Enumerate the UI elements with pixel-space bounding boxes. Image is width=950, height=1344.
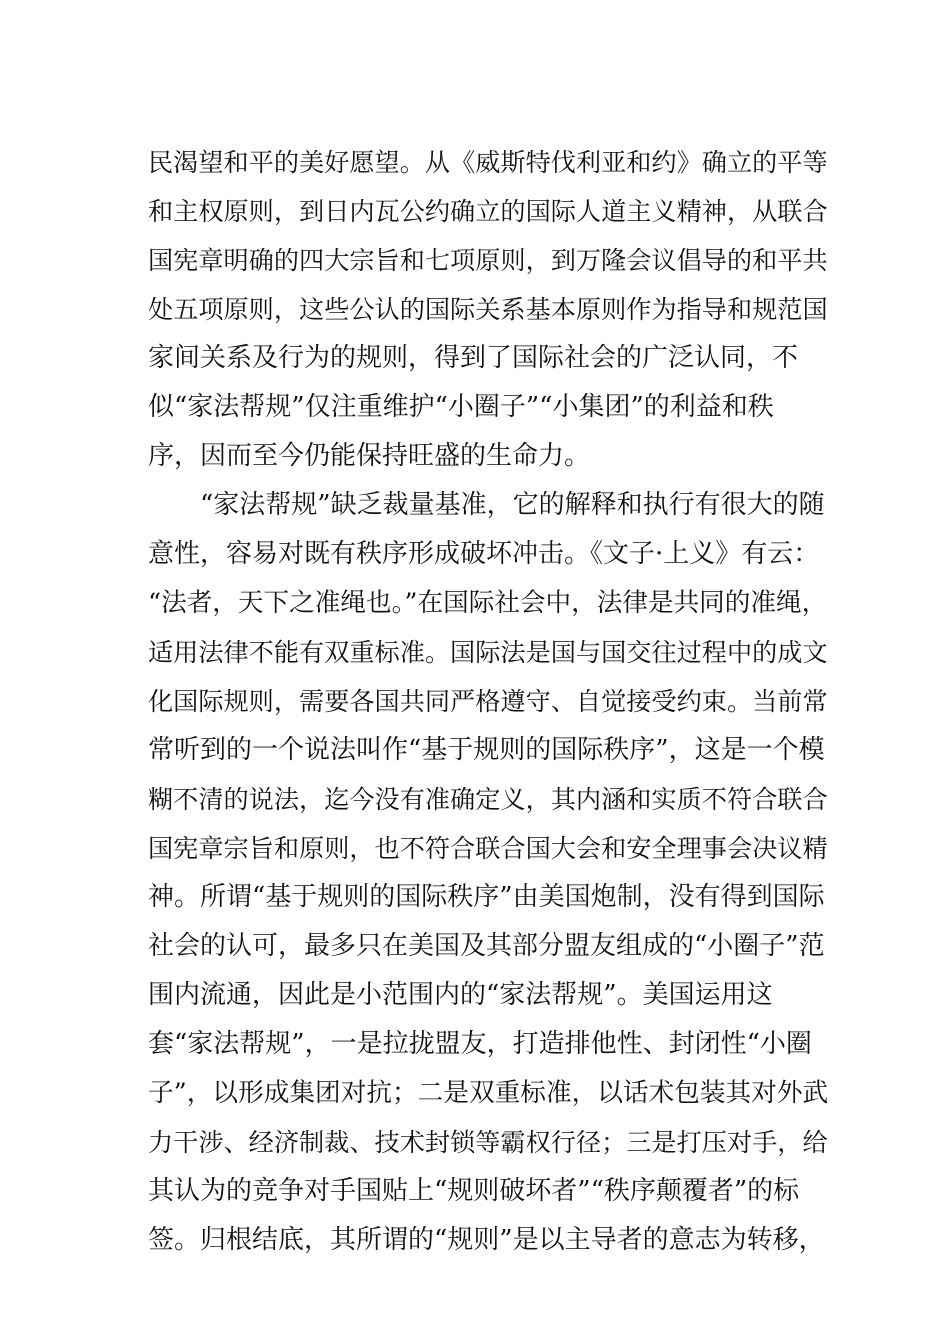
text-line: “家法帮规”缺乏裁量基准，它的解释和执行有很大的随	[148, 490, 825, 520]
text-line: 家间关系及行为的规则，得到了国际社会的广泛认同，不	[148, 343, 799, 373]
text-line: 序，因而至今仍能保持旺盛的生命力。	[148, 441, 591, 471]
text-line: 处五项原则，这些公认的国际关系基本原则作为指导和规范国	[148, 295, 828, 324]
text-line: 糊不清的说法，迄今没有准确定义，其内涵和实质不符合联合	[148, 785, 828, 814]
text-line: 力干涉、经济制裁、技术封锁等霸权行径；三是打压对手，给	[148, 1128, 828, 1157]
text-line: 其认为的竞争对手国贴上“规则破坏者”“秩序颠覆者”的标	[148, 1176, 800, 1206]
text-line: 民渴望和平的美好愿望。从《威斯特伐利亚和约》确立的平等	[148, 148, 828, 177]
text-line: 签。归根结底，其所谓的“规则”是以主导者的意志为转移，	[148, 1225, 825, 1255]
text-line: “法者，天下之准绳也。”在国际社会中，法律是共同的准绳，	[148, 588, 828, 618]
text-line: 神。所谓“基于规则的国际秩序”由美国炮制，没有得到国际	[148, 882, 825, 912]
text-line: 意性，容易对既有秩序形成破坏冲击。《文子·上义》有云：	[148, 539, 820, 569]
text-line: 国宪章明确的四大宗旨和七项原则，到万隆会议倡导的和平共	[148, 246, 828, 275]
text-line: 化国际规则，需要各国共同严格遵守、自觉接受约束。当前常	[148, 687, 828, 716]
text-line: 适用法律不能有双重标准。国际法是国与国交往过程中的成文	[148, 638, 828, 667]
text-line: 社会的认可，最多只在美国及其部分盟友组成的“小圈子”范	[148, 931, 825, 961]
body-text	[148, 138, 828, 1265]
text-line: 围内流通，因此是小范围内的“家法帮规”。美国运用这	[148, 980, 773, 1010]
text-line: 国宪章宗旨和原则，也不符合联合国大会和安全理事会决议精	[148, 834, 828, 863]
text-line: 和主权原则，到日内瓦公约确立的国际人道主义精神，从联合	[148, 197, 828, 226]
text-line: 似“家法帮规”仅注重维护“小圈子”“小集团”的利益和秩	[148, 392, 774, 422]
text-line: 子”，以形成集团对抗；二是双重标准，以话术包装其对外武	[148, 1078, 829, 1108]
text-line: 常听到的一个说法叫作“基于规则的国际秩序”，这是一个模	[148, 735, 825, 765]
text-line: 套“家法帮规”，一是拉拢盟友，打造排他性、封闭性“小圈	[148, 1029, 812, 1059]
